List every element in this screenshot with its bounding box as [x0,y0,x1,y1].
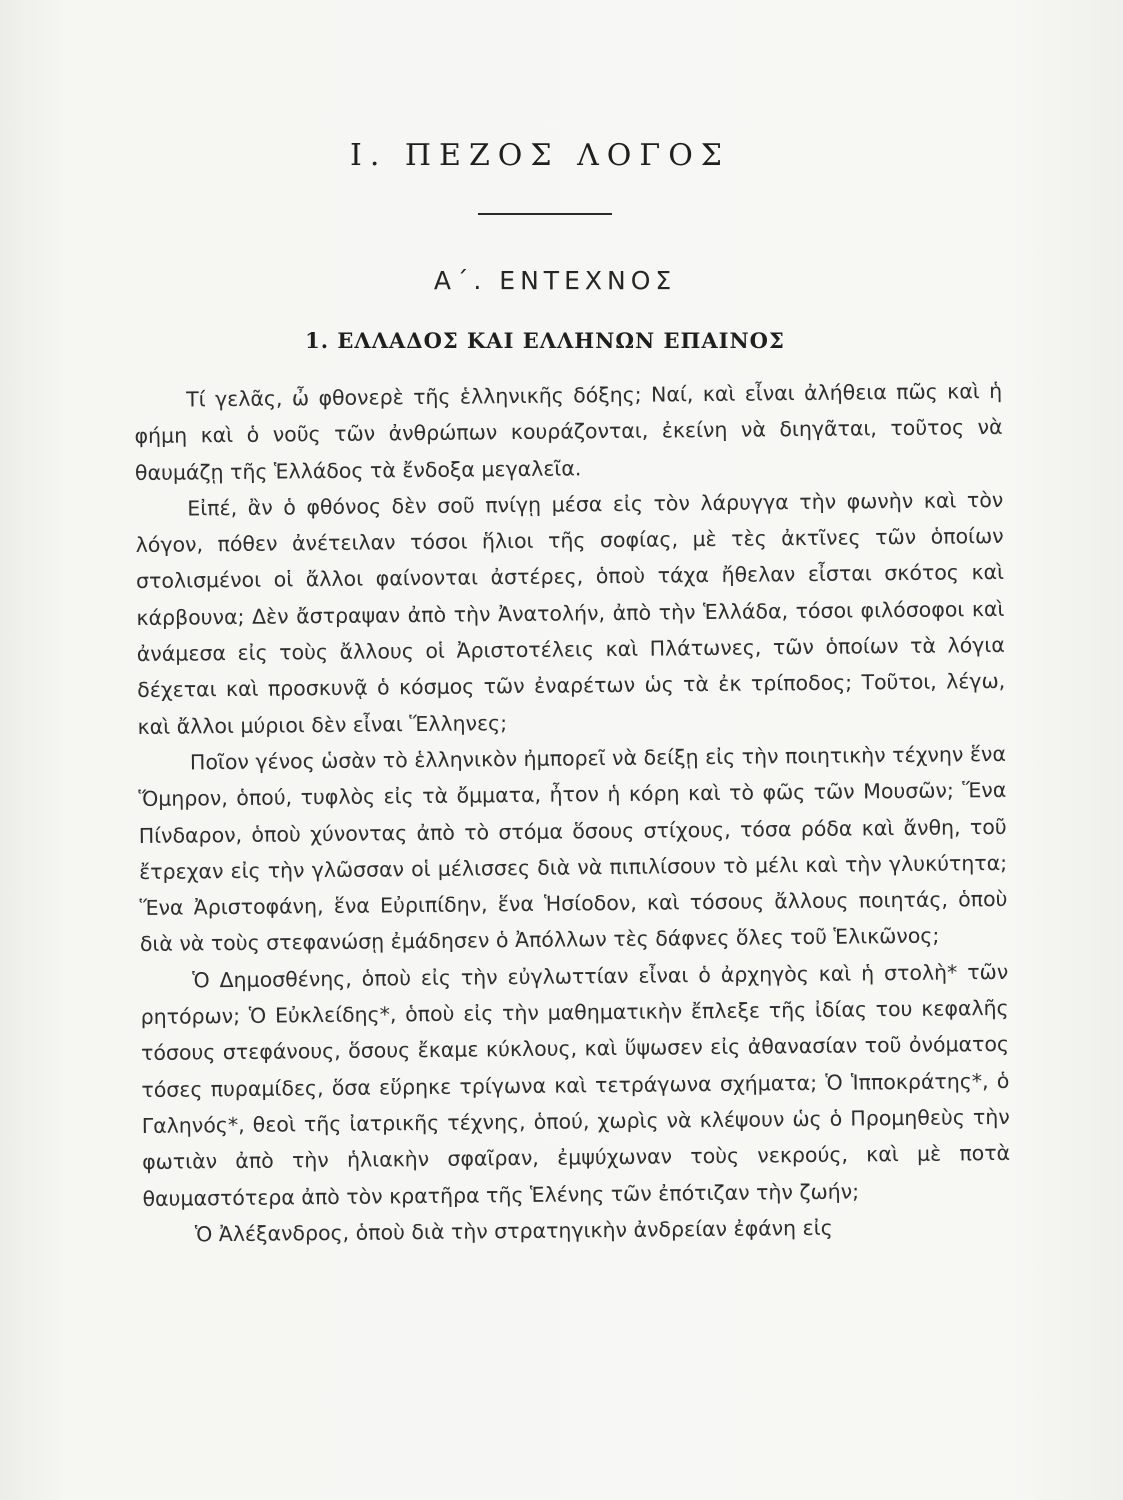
chapter-title: 1. ΕΛΛΑΔΟΣ ΚΑΙ ΕΛΛΗΝΩΝ ΕΠΑΙΝΟΣ [305,328,785,353]
part-title: Ι. ΠΕΖΟΣ ΛΟΓΟΣ [349,138,731,173]
section-title: Α΄. ΕΝΤΕΧΝΟΣ [433,266,677,295]
paragraph: Τί γελᾶς, ὦ φθονερὲ τῆς ἑλληνικῆς δόξης; Ναί, καὶ εἶναι ἀλήθεια πῶς καὶ ἡ φήμη καὶ ὁ νοῦς τῶν ἀνθρώπων κουράζονται, ἐκείνη νὰ διηγᾶται, τοῦτος νὰ θαυμάζῃ τῆς Ἑλλάδος τὰ ἔνδοξα μεγαλεῖα. [134,378,1003,485]
paragraph: Ὁ Ἀλέξανδρος, ὁποὺ διὰ τὴν στρατηγικὴν ἀνδρείαν ἐφάνη εἰς [194,1215,833,1247]
body-text [134,373,1011,1253]
paragraph: Ὁ Δημοσθένης, ὁποὺ εἰς τὴν εὐγλωττίαν εἶναι ὁ ἀρχηγὸς καὶ ἡ στολὴ* τῶν ρητόρων; Ὁ Εὐκλείδης*, ὁποὺ εἰς τὴν μαθηματικὴν ἔπλεξε τῆς ἰδίας του κεφαλῆς τόσους στεφάνους, ὅσους ἔκαμε κύκλους, καὶ ὕψωσεν εἰς ἀθανασίαν τοῦ ὀνόματος τόσες πυραμίδες, ὅσα εὕρηκε τρίγωνα καὶ τετράγωνα σχήματα; Ὁ Ἱπποκράτης*, ὁ Γαληνός*, θεοὶ τῆς ἰατρικῆς τέχνης, ὁπού, χωρὶς νὰ κλέψουν ὡς ὁ Προμηθεὺς τὴν φωτιὰν ἀπὸ τὴν ἡλιακὴν σφαῖραν, ἐμψύχωναν τοὺς νεκρούς, καὶ μὲ ποτὰ θαυμαστότερα ἀπὸ τὸν κρατῆρα τῆς Ἑλένης τῶν ἐπότιζαν τὴν ζωήν; [140,959,1011,1211]
paragraph: Ποῖον γένος ὡσὰν τὸ ἑλληνικὸν ἠμπορεῖ νὰ δείξῃ εἰς τὴν ποιητικὴν τέχνην ἕνα Ὅμηρον, ὁπού, τυφλὸς εἰς τὰ ὄμματα, ἦτον ἡ κόρη καὶ τὸ φῶς τῶν Μουσῶν; Ἕνα Πίνδαρον, ὁποὺ χύνοντας ἀπὸ τὸ στόμα ὅσους στίχους, τόσα ρόδα καὶ ἄνθη, τοῦ ἔτρεχαν εἰς τὴν γλῶσσαν οἱ μέλισσες διὰ νὰ πιπιλίσουν τὸ μέλι καὶ τὴν γλυκύτητα; Ἕνα Ἀριστοφάνη, ἕνα Εὐριπίδην, ἕνα Ἡσίοδον, καὶ τόσους ἄλλους ποιητάς, ὁποὺ διὰ νὰ τοὺς στεφανώσῃ ἐμάδησεν ὁ Ἀπόλλων τὲς δάφνες ὅλες τοῦ Ἑλικῶνος; [138,741,1008,957]
title-divider [478,213,612,215]
paragraph: Εἰπέ, ἂν ὁ φθόνος δὲν σοῦ πνίγῃ μέσα εἰς τὸν λάρυγγα τὴν φωνὴν καὶ τὸν λόγον, πόθεν ἀνέτειλαν τόσοι ἥλιοι τῆς σοφίας, μὲ τὲς ἀκτῖνες τῶν ὁποίων στολισμένοι οἱ ἄλλοι φαίνονται ἀστέρες, ὁποὺ τάχα ἤθελαν εἶσται σκότος καὶ κάρβουνα; Δὲν ἄστραψαν ἀπὸ τὴν Ἀνατολήν, ἀπὸ τὴν Ἑλλάδα, τόσοι φιλόσοφοι καὶ ἀνάμεσα εἰς τοὺς ἄλλους οἱ Ἀριστοτέλεις καὶ Πλάτωνες, τῶν ὁποίων τὰ λόγια δέχεται καὶ προσκυνᾷ ὁ κόσμος τῶν ἐναρέτων ὡς τὰ ἐκ τρίποδος; Τοῦτοι, λέγω, καὶ ἄλλοι μύριοι δὲν εἶναι Ἕλληνες; [135,487,1006,739]
